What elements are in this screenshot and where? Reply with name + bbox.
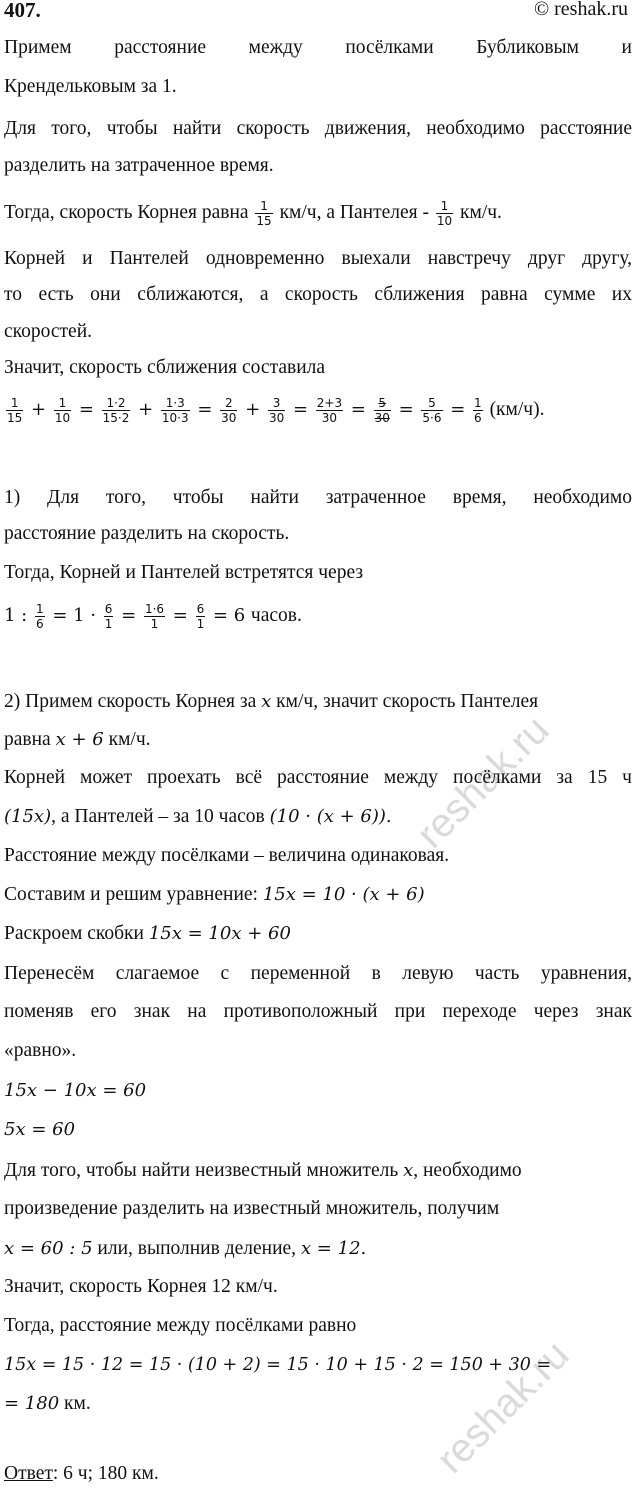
fraction <box>374 396 391 425</box>
text-line: произведение разделить на известный множитель, получим <box>4 1198 500 1219</box>
site-credit: © reshak.ru <box>533 0 628 20</box>
operator: = <box>287 398 314 420</box>
fraction <box>255 199 272 228</box>
text-line: Для того, чтобы найти скорость движения, необходимо расстояние <box>4 118 632 139</box>
sum-equation <box>4 396 632 425</box>
denominator: 6 <box>474 411 482 425</box>
denominator: 1 <box>196 617 205 631</box>
text-line <box>4 1237 632 1261</box>
numerator: 3 <box>268 396 285 411</box>
text-fragment: Для того, чтобы найти неизвестный множитель <box>4 1160 399 1181</box>
math-line: 5x = 60 <box>4 1119 76 1140</box>
time-equation <box>4 602 632 631</box>
text-fragment: км. <box>64 1393 91 1414</box>
numerator: 6 <box>196 602 205 616</box>
denominator: 10 <box>54 411 71 425</box>
text-fragment: км/ч. <box>108 729 151 750</box>
math-expr: x + 6 <box>55 729 104 750</box>
text-fragment: Раскроем скобки <box>4 923 144 944</box>
text-fragment: , необходимо <box>413 1160 522 1181</box>
denominator: 15 <box>7 411 23 425</box>
text-line <box>4 922 632 946</box>
answer-text: : 6 ч; 180 км. <box>52 1463 159 1484</box>
numerator: 6 <box>104 602 113 616</box>
operator: = <box>167 604 194 626</box>
operator: = 6 <box>207 604 251 626</box>
math-expr: x = 60 : 5 <box>4 1238 93 1259</box>
numerator: 1 <box>54 396 71 411</box>
fraction <box>436 199 453 228</box>
text-line: Расстояние между посёлками – величина одинаковая. <box>4 845 450 866</box>
operator: + <box>239 398 266 420</box>
problem-number: 407. <box>4 0 41 22</box>
text-line: Примем расстояние между посёлками Бубликовым и <box>4 37 632 58</box>
operator: + <box>132 398 159 420</box>
text-fragment: равна <box>4 729 51 750</box>
watermark: reshak.ru <box>408 707 558 857</box>
operator: = <box>392 398 420 420</box>
fraction <box>6 396 23 425</box>
answer-label: Ответ <box>4 1463 53 1484</box>
denominator: 10·3 <box>161 411 189 425</box>
text-line: поменяв его знак на противоположный при переходе через знак <box>4 1001 632 1022</box>
operator: = <box>191 398 219 420</box>
numerator: 1 <box>474 396 482 410</box>
numerator: 1·3 <box>161 396 190 411</box>
operator: = 1 · <box>46 604 102 626</box>
unit: часов. <box>250 604 302 626</box>
text-fragment: 2) Примем скорость Корнея за <box>4 691 257 712</box>
math-expr: (10 · (x + 6)). <box>269 806 392 827</box>
text-line <box>4 690 632 714</box>
operator: = <box>444 398 472 420</box>
text-line: Крендельковым за 1. <box>4 76 177 97</box>
fraction <box>220 396 237 425</box>
fraction <box>144 602 165 631</box>
text-fragment: , а Пантелей – за 10 часов <box>51 806 265 827</box>
denominator: 1 <box>104 617 113 631</box>
denominator: 15 <box>256 214 272 228</box>
denominator: 30 <box>221 411 237 425</box>
numerator: 1 <box>436 199 453 214</box>
numerator: 5 <box>374 396 391 411</box>
answer-line <box>4 1462 632 1486</box>
numerator: 2 <box>220 396 237 411</box>
text-line: Корней и Пантелей одновременно выехали навстречу друг другу, <box>4 248 632 269</box>
math-expr: = 180 <box>4 1393 60 1414</box>
text-fragment: км/ч. <box>460 201 502 223</box>
text-fragment: км/ч, а Пантелея - <box>279 201 429 223</box>
fraction <box>161 396 190 425</box>
fraction <box>421 396 442 425</box>
operator: = <box>345 398 372 420</box>
text-line <box>4 883 632 907</box>
fraction <box>316 396 343 425</box>
text-line <box>4 805 632 829</box>
text-line: расстояние разделить на скорость. <box>4 523 290 544</box>
operator: 1 : <box>4 604 33 626</box>
math-line: 15x − 10x = 60 <box>4 1080 147 1101</box>
numerator: 1·6 <box>144 602 165 616</box>
fraction <box>196 602 206 631</box>
denominator: 10 <box>436 214 453 228</box>
fraction <box>54 396 71 425</box>
text-line <box>4 1159 632 1183</box>
text-line <box>4 1392 632 1416</box>
text-line: Перенесём слагаемое с переменной в левую часть уравнения, <box>4 963 632 984</box>
text-fragment: Тогда, скорость Корнея равна <box>4 201 249 223</box>
fraction <box>268 396 285 425</box>
math-expr: x = 12. <box>300 1238 367 1259</box>
text-fragment: км/ч, значит скорость Пантелея <box>276 691 539 712</box>
math-expr: 15x = 10 · (x + 6) <box>262 884 425 905</box>
numerator: 2+3 <box>316 396 343 410</box>
speed-line <box>4 199 632 228</box>
denominator: 15·2 <box>102 411 130 425</box>
text-line: скоростей. <box>4 321 93 342</box>
operator: = <box>73 398 100 420</box>
text-line: Значит, скорость Корнея 12 км/ч. <box>4 1276 278 1297</box>
text-line: 1) Для того, чтобы найти затраченное время, необходимо <box>4 487 632 508</box>
text-line <box>4 728 632 752</box>
text-fragment: Составим и решим уравнение: <box>4 884 258 905</box>
text-line: Тогда, Корней и Пантелей встретятся через <box>4 562 364 583</box>
text-line: Корней может проехать всё расстояние между посёлками за 15 ч <box>4 767 632 788</box>
numerator: 1 <box>35 602 44 616</box>
math-var: x <box>261 691 272 712</box>
watermark: reshak.ru <box>428 1332 578 1482</box>
math-expr: (15x) <box>4 806 52 827</box>
denominator: 6 <box>35 617 44 631</box>
denominator: 30 <box>374 411 390 425</box>
operator: = <box>115 604 142 626</box>
denominator: 30 <box>321 411 338 425</box>
denominator: 1 <box>150 617 159 631</box>
fraction <box>102 396 131 425</box>
text-line: то есть они сближаются, а скорость сближения равна сумме их <box>4 284 632 305</box>
math-line: 15x = 15 · 12 = 15 · (10 + 2) = 15 · 10 + 15 · 2 = 150 + 30 = <box>4 1355 552 1375</box>
math-expr: 15x = 10x + 60 <box>148 923 291 944</box>
operator: + <box>25 398 52 420</box>
math-var: x <box>403 1160 414 1181</box>
text-line: Тогда, расстояние между посёлками равно <box>4 1315 357 1336</box>
numerator: 5 <box>421 396 442 411</box>
text-fragment: или, выполнив деление, <box>97 1238 297 1259</box>
text-line: разделить на затраченное время. <box>4 155 274 176</box>
header <box>4 0 628 26</box>
denominator: 5·6 <box>422 411 442 425</box>
text-line: «равно». <box>4 1040 77 1061</box>
numerator: 1 <box>255 199 272 214</box>
numerator: 1 <box>6 396 23 411</box>
numerator: 1·2 <box>102 396 131 411</box>
denominator: 30 <box>268 411 285 425</box>
fraction <box>104 602 114 631</box>
unit: (км/ч). <box>484 398 545 420</box>
fraction <box>35 602 45 631</box>
fraction <box>473 396 483 425</box>
text-line: Значит, скорость сближения составила <box>4 357 326 378</box>
